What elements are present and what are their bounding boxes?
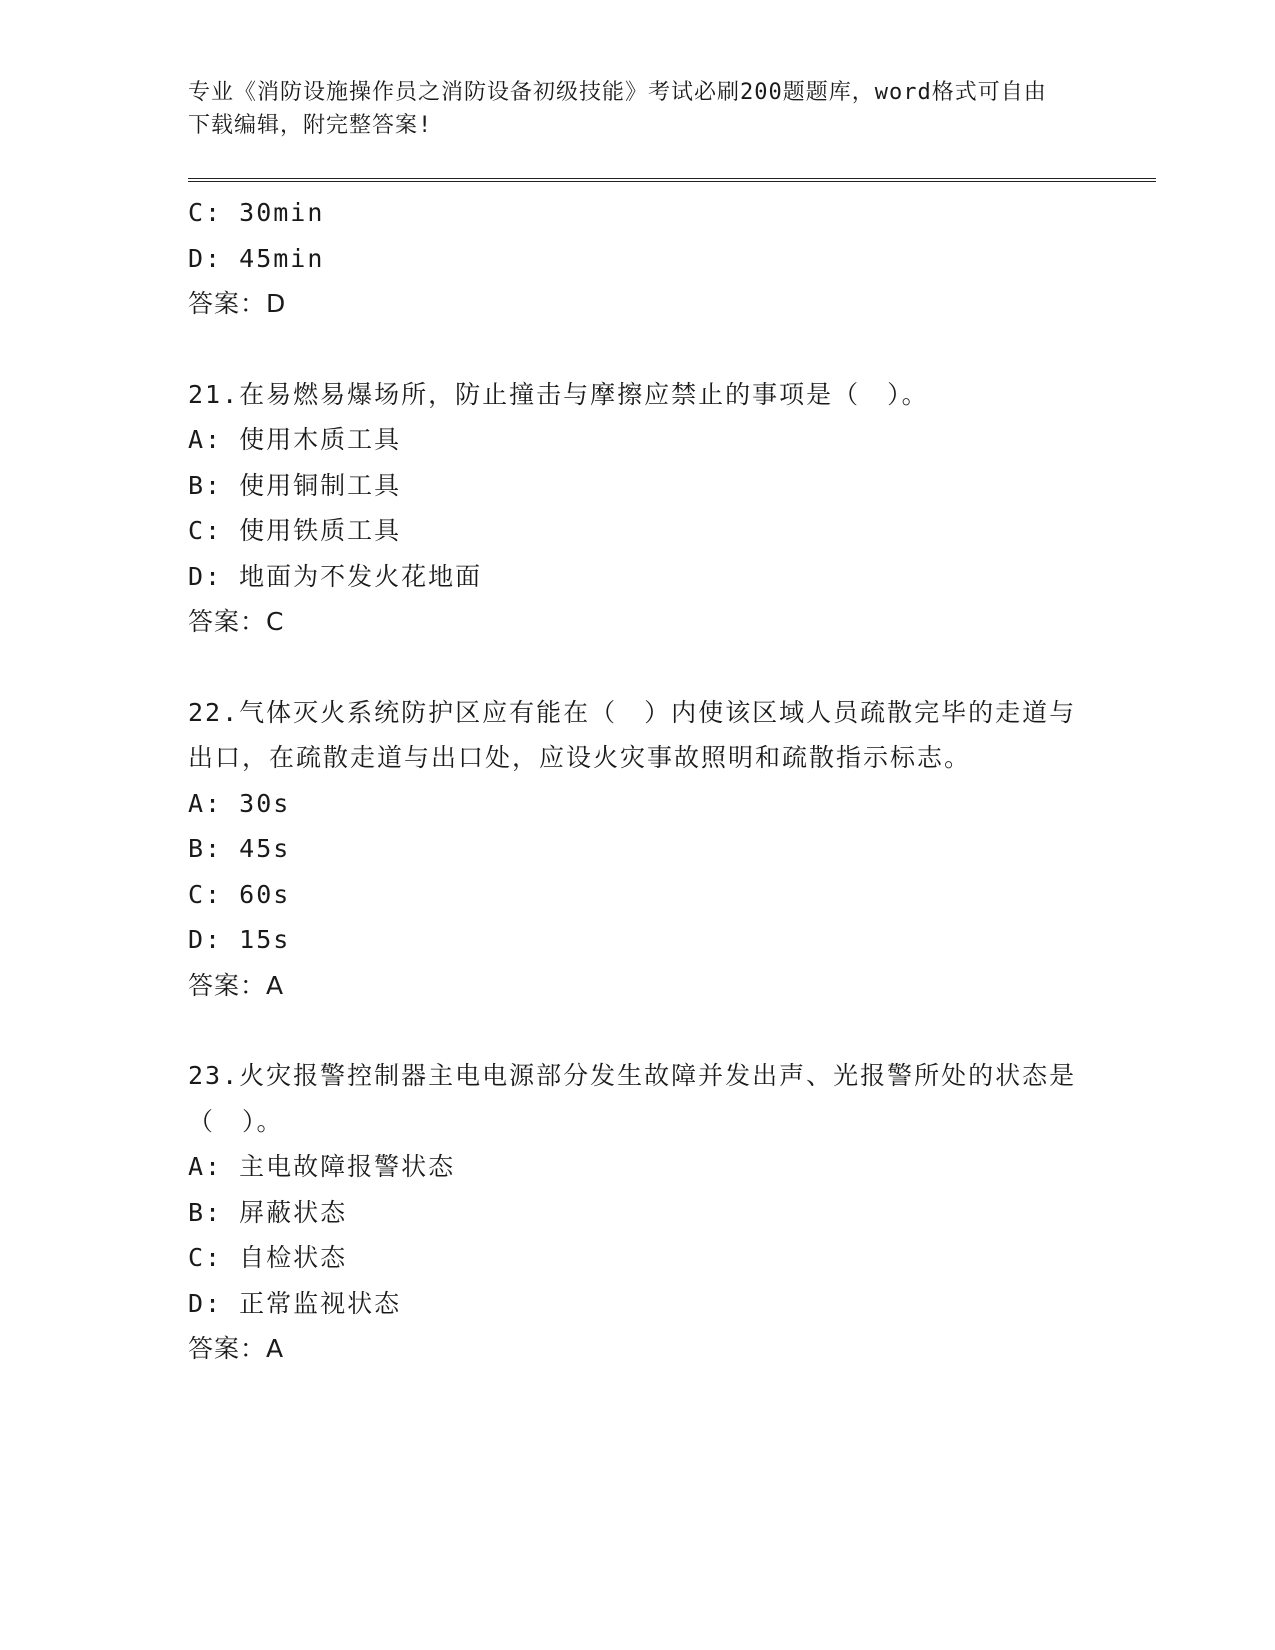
option-d: D: 15s [188,925,291,954]
spacer [188,1008,1088,1053]
question-21 [188,372,1088,645]
option-a: A: 30s [188,788,291,818]
answer-line: 答案：D [188,289,287,318]
option-d: D: 45min [188,243,325,273]
carryover-block [188,190,1088,327]
option-d: D: 正常监视状态 [188,1288,402,1318]
spacer [188,645,1088,690]
document-header: 专业《消防设施操作员之消防设备初级技能》考试必刷200题题库，word格式可自由下载编辑，附完整答案! [188,80,1047,138]
option-b: B: 使用铜制工具 [188,470,402,500]
option-a: A: 主电故障报警状态 [188,1152,456,1181]
option-c: C: 60s [188,879,291,909]
option-c: C: 使用铁质工具 [188,516,402,545]
option-b: B: 45s [188,834,291,863]
answer-line: 答案：C [188,607,285,636]
document-body [188,190,1088,1372]
option-a: A: 使用木质工具 [188,425,402,454]
answer-line: 答案：A [188,1334,285,1363]
spacer [188,327,1088,372]
question-22 [188,690,1088,1009]
header-divider [188,178,1156,182]
question-text: 22.气体灭火系统防护区应有能在（ ）内使该区域人员疏散完毕的走道与出口，在疏散走道与出口处，应设火灾事故照明和疏散指示标志。 [188,697,1077,772]
question-23 [188,1053,1088,1372]
question-text: 23.火灾报警控制器主电电源部分发生故障并发出声、光报警所处的状态是（ ）。 [188,1061,1077,1136]
answer-line: 答案：A [188,970,285,1000]
option-d: D: 地面为不发火花地面 [188,561,483,591]
option-b: B: 屏蔽状态 [188,1197,348,1227]
question-text: 21.在易燃易爆场所，防止撞击与摩擦应禁止的事项是（ ）。 [188,379,929,409]
option-c: C: 自检状态 [188,1243,348,1272]
option-c: C: 30min [188,198,325,227]
